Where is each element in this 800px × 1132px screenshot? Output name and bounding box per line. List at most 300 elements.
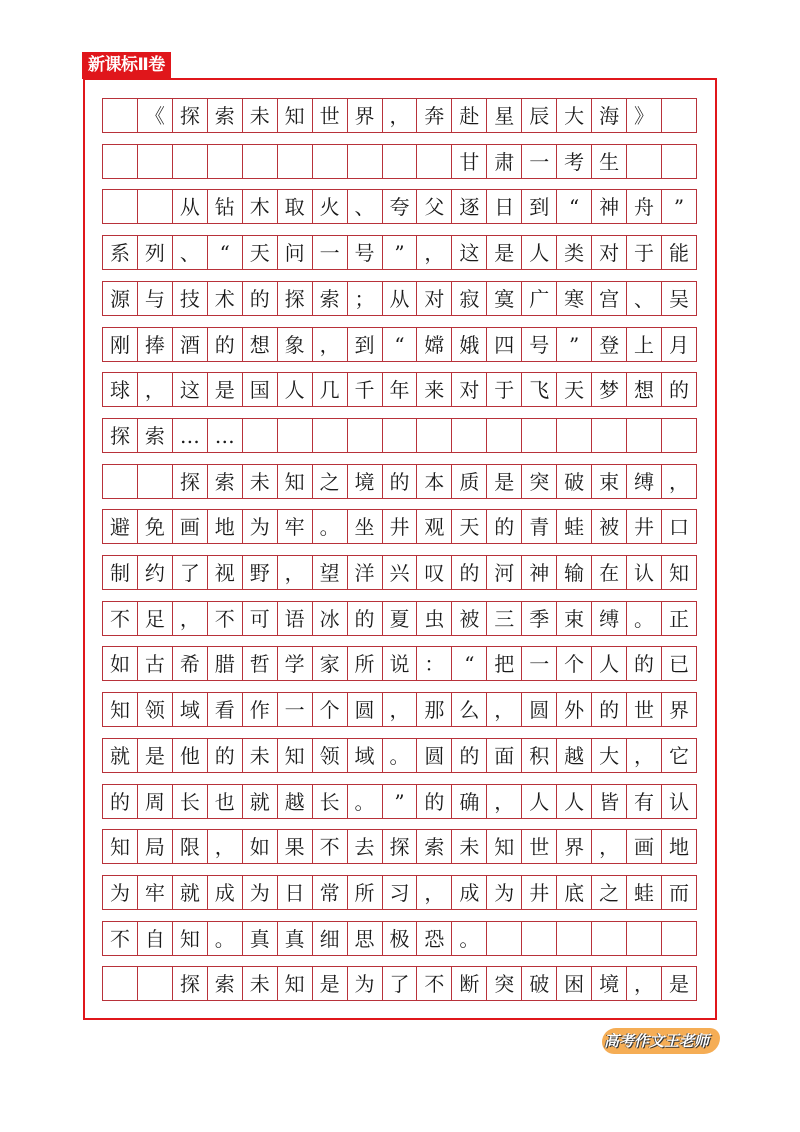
- grid-cell: 天: [557, 373, 592, 406]
- grid-cell: 索: [417, 830, 452, 863]
- grid-cell: 神: [522, 556, 557, 589]
- grid-cell: 约: [138, 556, 173, 589]
- grid-cell: ，: [627, 739, 662, 772]
- grid-cell: 而: [662, 876, 697, 909]
- grid-cell: 极: [383, 922, 418, 955]
- grid-row: [102, 464, 697, 499]
- grid-cell: ，: [138, 373, 173, 406]
- grid-cell: 世: [313, 99, 348, 132]
- grid-cell: [557, 419, 592, 452]
- grid-cell: 境: [592, 967, 627, 1000]
- grid-cell: 免: [138, 510, 173, 543]
- grid-row: [102, 875, 697, 910]
- grid-cell: 为: [243, 510, 278, 543]
- grid-cell: …: [208, 419, 243, 452]
- grid-cell: 娥: [452, 328, 487, 361]
- grid-cell: 刚: [103, 328, 138, 361]
- grid-cell: 青: [522, 510, 557, 543]
- grid-cell: 个: [313, 693, 348, 726]
- grid-cell: 年: [383, 373, 418, 406]
- grid-cell: [662, 99, 697, 132]
- grid-cell: 井: [383, 510, 418, 543]
- grid-cell: 可: [243, 602, 278, 635]
- grid-cell: 的: [452, 739, 487, 772]
- grid-cell: 的: [103, 785, 138, 818]
- grid-cell: 探: [278, 282, 313, 315]
- grid-cell: 火: [313, 190, 348, 223]
- grid-cell: 蛙: [557, 510, 592, 543]
- grid-cell: 就: [173, 876, 208, 909]
- grid-cell: [383, 419, 418, 452]
- grid-cell: 夏: [383, 602, 418, 635]
- grid-cell: 思: [348, 922, 383, 955]
- grid-cell: 破: [557, 465, 592, 498]
- grid-cell: 是: [487, 465, 522, 498]
- grid-cell: 能: [662, 236, 697, 269]
- grid-cell: 之: [592, 876, 627, 909]
- grid-row: [102, 784, 697, 819]
- grid-row: [102, 509, 697, 544]
- grid-cell: 缚: [592, 602, 627, 635]
- grid-row: [102, 738, 697, 773]
- grid-cell: ，: [278, 556, 313, 589]
- grid-cell: [383, 145, 418, 178]
- grid-cell: 井: [627, 510, 662, 543]
- grid-cell: [627, 922, 662, 955]
- grid-cell: 制: [103, 556, 138, 589]
- grid-cell: 不: [417, 967, 452, 1000]
- grid-cell: 索: [208, 465, 243, 498]
- grid-cell: [662, 419, 697, 452]
- grid-cell: 看: [208, 693, 243, 726]
- grid-cell: 探: [103, 419, 138, 452]
- grid-cell: 三: [487, 602, 522, 635]
- grid-cell: 索: [138, 419, 173, 452]
- grid-cell: ，: [173, 602, 208, 635]
- grid-cell: ，: [417, 236, 452, 269]
- grid-cell: 画: [173, 510, 208, 543]
- grid-cell: 号: [522, 328, 557, 361]
- watermark: [598, 1026, 728, 1056]
- grid-cell: 舟: [627, 190, 662, 223]
- grid-cell: [522, 419, 557, 452]
- grid-cell: 如: [243, 830, 278, 863]
- grid-cell: [103, 145, 138, 178]
- grid-cell: 它: [662, 739, 697, 772]
- grid-cell: 果: [278, 830, 313, 863]
- grid-cell: 酒: [173, 328, 208, 361]
- grid-cell: 这: [173, 373, 208, 406]
- grid-cell: [138, 967, 173, 1000]
- grid-cell: 。: [208, 922, 243, 955]
- grid-cell: [138, 190, 173, 223]
- grid-cell: ，: [487, 785, 522, 818]
- grid-row: [102, 921, 697, 956]
- grid-cell: 领: [138, 693, 173, 726]
- grid-cell: 梦: [592, 373, 627, 406]
- grid-cell: 象: [278, 328, 313, 361]
- grid-cell: 么: [452, 693, 487, 726]
- grid-cell: 逐: [452, 190, 487, 223]
- grid-cell: 井: [522, 876, 557, 909]
- grid-cell: 未: [243, 739, 278, 772]
- grid-cell: 真: [243, 922, 278, 955]
- grid-cell: ，: [313, 328, 348, 361]
- grid-cell: 国: [243, 373, 278, 406]
- grid-cell: 世: [522, 830, 557, 863]
- grid-cell: 想: [243, 328, 278, 361]
- grid-cell: 球: [103, 373, 138, 406]
- grid-cell: [138, 465, 173, 498]
- grid-cell: 宫: [592, 282, 627, 315]
- grid-cell: 世: [627, 693, 662, 726]
- grid-cell: 圆: [348, 693, 383, 726]
- grid-cell: 知: [662, 556, 697, 589]
- grid-cell: 为: [243, 876, 278, 909]
- exam-paper-tag: 新课标Ⅱ卷: [82, 52, 171, 79]
- grid-cell: 的: [243, 282, 278, 315]
- grid-cell: 。: [383, 739, 418, 772]
- grid-cell: 是: [487, 236, 522, 269]
- grid-cell: 自: [138, 922, 173, 955]
- grid-cell: 束: [557, 602, 592, 635]
- grid-cell: 个: [557, 647, 592, 680]
- grid-cell: 家: [313, 647, 348, 680]
- grid-cell: 飞: [522, 373, 557, 406]
- grid-row: [102, 555, 697, 590]
- grid-cell: 也: [208, 785, 243, 818]
- grid-cell: [348, 145, 383, 178]
- grid-cell: 界: [557, 830, 592, 863]
- grid-cell: 为: [103, 876, 138, 909]
- grid-cell: [313, 419, 348, 452]
- grid-cell: “: [208, 236, 243, 269]
- grid-cell: ，: [208, 830, 243, 863]
- grid-cell: 生: [592, 145, 627, 178]
- grid-cell: 语: [278, 602, 313, 635]
- grid-cell: 圆: [522, 693, 557, 726]
- grid-cell: 真: [278, 922, 313, 955]
- grid-cell: 不: [208, 602, 243, 635]
- grid-cell: 肃: [487, 145, 522, 178]
- grid-cell: 知: [487, 830, 522, 863]
- grid-cell: 几: [313, 373, 348, 406]
- grid-cell: 洋: [348, 556, 383, 589]
- grid-cell: ，: [592, 830, 627, 863]
- grid-cell: [243, 419, 278, 452]
- grid-cell: 突: [522, 465, 557, 498]
- grid-cell: 。: [627, 602, 662, 635]
- grid-row: [102, 692, 697, 727]
- grid-cell: 人: [557, 785, 592, 818]
- grid-row: [102, 98, 697, 133]
- grid-cell: 一: [522, 145, 557, 178]
- grid-cell: 突: [487, 967, 522, 1000]
- grid-cell: 底: [557, 876, 592, 909]
- grid-cell: 叹: [417, 556, 452, 589]
- grid-cell: 破: [522, 967, 557, 1000]
- grid-cell: 成: [208, 876, 243, 909]
- grid-cell: 积: [522, 739, 557, 772]
- grid-cell: 上: [627, 328, 662, 361]
- grid-cell: [103, 967, 138, 1000]
- grid-cell: 探: [173, 967, 208, 1000]
- grid-cell: 技: [173, 282, 208, 315]
- grid-cell: 如: [103, 647, 138, 680]
- grid-row: [102, 966, 697, 1001]
- grid-cell: [592, 419, 627, 452]
- grid-cell: [592, 922, 627, 955]
- grid-cell: [662, 145, 697, 178]
- grid-cell: 了: [173, 556, 208, 589]
- grid-cell: 局: [138, 830, 173, 863]
- grid-cell: 输: [557, 556, 592, 589]
- grid-cell: 。: [348, 785, 383, 818]
- grid-cell: 之: [313, 465, 348, 498]
- grid-cell: [452, 419, 487, 452]
- grid-cell: [313, 145, 348, 178]
- grid-cell: 、: [348, 190, 383, 223]
- grid-cell: [278, 419, 313, 452]
- grid-cell: 常: [313, 876, 348, 909]
- grid-cell: [557, 922, 592, 955]
- grid-cell: 了: [383, 967, 418, 1000]
- grid-cell: 的: [348, 602, 383, 635]
- grid-cell: [103, 190, 138, 223]
- grid-cell: 成: [452, 876, 487, 909]
- grid-cell: 、: [627, 282, 662, 315]
- grid-cell: ，: [487, 693, 522, 726]
- grid-cell: 知: [278, 465, 313, 498]
- grid-cell: 为: [487, 876, 522, 909]
- grid-cell: 寒: [557, 282, 592, 315]
- grid-cell: “: [383, 328, 418, 361]
- grid-cell: 牢: [138, 876, 173, 909]
- grid-cell: 季: [522, 602, 557, 635]
- grid-cell: ；: [348, 282, 383, 315]
- grid-cell: 列: [138, 236, 173, 269]
- grid-cell: 作: [243, 693, 278, 726]
- grid-cell: 已: [662, 647, 697, 680]
- grid-cell: [627, 419, 662, 452]
- grid-cell: 想: [627, 373, 662, 406]
- grid-cell: [173, 145, 208, 178]
- grid-cell: [417, 145, 452, 178]
- grid-cell: 知: [278, 967, 313, 1000]
- grid-cell: [627, 145, 662, 178]
- grid-cell: 人: [278, 373, 313, 406]
- grid-cell: ，: [383, 693, 418, 726]
- grid-cell: 野: [243, 556, 278, 589]
- grid-cell: 。: [452, 922, 487, 955]
- grid-cell: 视: [208, 556, 243, 589]
- grid-cell: 是: [313, 967, 348, 1000]
- grid-cell: 为: [348, 967, 383, 1000]
- grid-cell: 寂: [452, 282, 487, 315]
- grid-cell: 人: [522, 236, 557, 269]
- grid-cell: 面: [487, 739, 522, 772]
- grid-cell: 领: [313, 739, 348, 772]
- grid-cell: 未: [452, 830, 487, 863]
- grid-cell: 兴: [383, 556, 418, 589]
- grid-cell: 地: [662, 830, 697, 863]
- grid-cell: 足: [138, 602, 173, 635]
- grid-cell: 对: [452, 373, 487, 406]
- grid-cell: 是: [662, 967, 697, 1000]
- grid-cell: 把: [487, 647, 522, 680]
- grid-cell: 被: [452, 602, 487, 635]
- grid-cell: 与: [138, 282, 173, 315]
- grid-cell: 《: [138, 99, 173, 132]
- grid-cell: 大: [592, 739, 627, 772]
- grid-cell: 未: [243, 465, 278, 498]
- grid-cell: 天: [243, 236, 278, 269]
- grid-cell: 认: [662, 785, 697, 818]
- grid-cell: 的: [417, 785, 452, 818]
- grid-cell: 腊: [208, 647, 243, 680]
- grid-cell: 去: [348, 830, 383, 863]
- grid-cell: ”: [383, 785, 418, 818]
- grid-cell: 就: [103, 739, 138, 772]
- grid-cell: 神: [592, 190, 627, 223]
- grid-cell: 人: [592, 647, 627, 680]
- grid-cell: 。: [313, 510, 348, 543]
- grid-cell: 口: [662, 510, 697, 543]
- grid-cell: [103, 465, 138, 498]
- grid-cell: 皆: [592, 785, 627, 818]
- grid-cell: ，: [662, 465, 697, 498]
- grid-cell: 确: [452, 785, 487, 818]
- grid-cell: 牢: [278, 510, 313, 543]
- grid-cell: [103, 99, 138, 132]
- grid-cell: 术: [208, 282, 243, 315]
- grid-cell: 说: [383, 647, 418, 680]
- grid-cell: [348, 419, 383, 452]
- grid-cell: 冰: [313, 602, 348, 635]
- grid-cell: 习: [383, 876, 418, 909]
- grid-cell: 圆: [417, 739, 452, 772]
- grid-cell: 是: [138, 739, 173, 772]
- grid-cell: 广: [522, 282, 557, 315]
- grid-cell: 知: [173, 922, 208, 955]
- grid-cell: 星: [487, 99, 522, 132]
- grid-cell: 日: [278, 876, 313, 909]
- grid-cell: 索: [208, 99, 243, 132]
- grid-cell: 外: [557, 693, 592, 726]
- grid-cell: 、: [173, 236, 208, 269]
- grid-cell: 的: [662, 373, 697, 406]
- grid-cell: 古: [138, 647, 173, 680]
- grid-cell: 这: [452, 236, 487, 269]
- grid-cell: 认: [627, 556, 662, 589]
- grid-cell: 木: [243, 190, 278, 223]
- grid-cell: 不: [103, 922, 138, 955]
- grid-row: [102, 189, 697, 224]
- grid-cell: 未: [243, 967, 278, 1000]
- grid-cell: 的: [452, 556, 487, 589]
- grid-cell: ，: [417, 876, 452, 909]
- grid-cell: 越: [557, 739, 592, 772]
- grid-row: [102, 646, 697, 681]
- grid-cell: [522, 922, 557, 955]
- grid-cell: 问: [278, 236, 313, 269]
- grid-cell: 的: [208, 328, 243, 361]
- grid-row: [102, 372, 697, 407]
- grid-cell: 源: [103, 282, 138, 315]
- grid-cell: 的: [592, 693, 627, 726]
- grid-cell: 一: [522, 647, 557, 680]
- grid-cell: 哲: [243, 647, 278, 680]
- grid-cell: 困: [557, 967, 592, 1000]
- grid-cell: 所: [348, 647, 383, 680]
- grid-cell: 知: [103, 693, 138, 726]
- grid-cell: …: [173, 419, 208, 452]
- grid-cell: ，: [383, 99, 418, 132]
- grid-cell: ，: [627, 967, 662, 1000]
- grid-cell: 辰: [522, 99, 557, 132]
- grid-cell: 知: [278, 99, 313, 132]
- grid-row: [102, 281, 697, 316]
- grid-cell: 四: [487, 328, 522, 361]
- grid-cell: 被: [592, 510, 627, 543]
- grid-cell: 界: [348, 99, 383, 132]
- grid-cell: 天: [452, 510, 487, 543]
- grid-cell: 到: [522, 190, 557, 223]
- grid-row: [102, 327, 697, 362]
- grid-cell: “: [557, 190, 592, 223]
- grid-cell: 域: [173, 693, 208, 726]
- grid-cell: 一: [313, 236, 348, 269]
- grid-cell: 捧: [138, 328, 173, 361]
- grid-cell: 吴: [662, 282, 697, 315]
- grid-cell: 一: [278, 693, 313, 726]
- grid-cell: 钻: [208, 190, 243, 223]
- grid-cell: 的: [627, 647, 662, 680]
- grid-cell: 知: [103, 830, 138, 863]
- grid-cell: 的: [487, 510, 522, 543]
- grid-cell: 越: [278, 785, 313, 818]
- watermark-text: 高考作文王老师: [604, 1032, 710, 1050]
- grid-cell: 学: [278, 647, 313, 680]
- grid-cell: 本: [417, 465, 452, 498]
- grid-cell: 长: [173, 785, 208, 818]
- grid-cell: 坐: [348, 510, 383, 543]
- grid-cell: 类: [557, 236, 592, 269]
- grid-cell: 嫦: [417, 328, 452, 361]
- grid-cell: 大: [557, 99, 592, 132]
- grid-cell: 系: [103, 236, 138, 269]
- grid-cell: 细: [313, 922, 348, 955]
- grid-cell: 月: [662, 328, 697, 361]
- grid-cell: 境: [348, 465, 383, 498]
- grid-cell: [208, 145, 243, 178]
- grid-cell: 希: [173, 647, 208, 680]
- grid-cell: 在: [592, 556, 627, 589]
- grid-cell: 登: [592, 328, 627, 361]
- grid-cell: 他: [173, 739, 208, 772]
- grid-cell: 是: [208, 373, 243, 406]
- grid-cell: 望: [313, 556, 348, 589]
- grid-cell: 探: [173, 99, 208, 132]
- grid-cell: 域: [348, 739, 383, 772]
- grid-cell: 虫: [417, 602, 452, 635]
- grid-cell: 日: [487, 190, 522, 223]
- grid-cell: 就: [243, 785, 278, 818]
- grid-cell: 未: [243, 99, 278, 132]
- grid-cell: 质: [452, 465, 487, 498]
- grid-cell: [662, 922, 697, 955]
- grid-cell: [138, 145, 173, 178]
